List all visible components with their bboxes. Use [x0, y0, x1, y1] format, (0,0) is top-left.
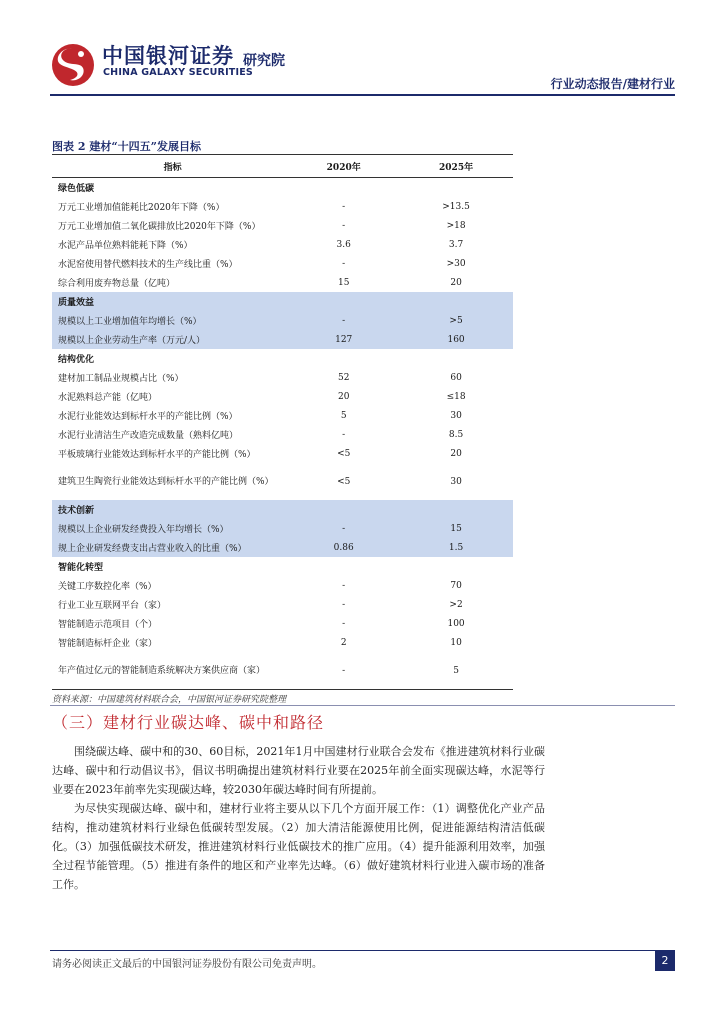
- value-2025-cell: [399, 500, 513, 519]
- value-2025-cell: [399, 557, 513, 576]
- indicator-cell: 水泥熟料总产能（亿吨）: [58, 393, 158, 403]
- section-divider: [50, 705, 675, 706]
- table-row: [52, 425, 513, 444]
- value-2025-cell: 1.5: [399, 538, 513, 557]
- indicator-cell: 建筑卫生陶瓷行业能效达到标杆水平的产能比例（%）: [58, 476, 274, 487]
- brand-name-cn: 中国银河证券: [102, 44, 234, 68]
- table-row: [52, 197, 513, 216]
- table-row: [52, 576, 513, 595]
- value-2020-cell: [288, 292, 399, 311]
- table-row: [52, 273, 513, 292]
- value-2020-cell: -: [342, 599, 346, 610]
- indicator-cell: 质量效益: [52, 292, 288, 311]
- table-category-row: [52, 292, 513, 311]
- indicator-cell: 平板玻璃行业能效达到标杆水平的产能比例（%）: [58, 450, 256, 460]
- indicator-cell: 水泥行业能效达到标杆水平的产能比例（%）: [58, 412, 238, 422]
- value-2020-cell: 2: [340, 637, 347, 648]
- table-row: [52, 235, 513, 254]
- value-2020-cell: <5: [337, 448, 351, 459]
- value-2020-cell: 0.86: [288, 538, 399, 557]
- section-title: （三）建材行业碳达峰、碳中和路径: [52, 713, 325, 732]
- value-2020-cell: -: [342, 258, 346, 269]
- indicator-cell: 万元工业增加值二氧化碳排放比2020年下降（%）: [58, 222, 261, 232]
- table-row: [52, 519, 513, 538]
- value-2025-cell: >5: [399, 311, 513, 330]
- indicator-cell: 智能制造示范项目（个）: [58, 620, 158, 630]
- value-2025-cell: 20: [450, 448, 462, 459]
- value-2025-cell: 10: [450, 637, 462, 648]
- indicator-cell: 水泥窑使用替代燃料技术的生产线比重（%）: [58, 260, 238, 270]
- value-2025-cell: 3.7: [448, 239, 464, 250]
- value-2025-cell: ≤18: [446, 391, 466, 402]
- value-2025-cell: >13.5: [442, 201, 470, 212]
- figure-title: 图表 2 建材“十四五”发展目标: [52, 140, 201, 153]
- indicator-cell: 技术创新: [52, 500, 288, 519]
- indicator-cell: 年产值过亿元的智能制造系统解决方案供应商（家）: [52, 652, 288, 690]
- column-header-2020: 2020年: [288, 155, 399, 178]
- galaxy-logo-icon: [50, 42, 96, 88]
- value-2020-cell: 5: [340, 410, 347, 421]
- report-type: 行业动态报告/建材行业: [550, 77, 675, 91]
- value-2020-cell: <5: [337, 476, 351, 487]
- value-2025-cell: 5: [399, 652, 513, 690]
- value-2025-cell: >2: [449, 599, 463, 610]
- footer-disclaimer: 请务必阅读正文最后的中国银河证券股份有限公司免责声明。: [52, 959, 322, 970]
- value-2020-cell: -: [288, 519, 399, 538]
- value-2020-cell: -: [342, 580, 346, 591]
- indicator-cell: 规上企业研发经费支出占营业收入的比重（%）: [52, 538, 288, 557]
- value-2020-cell: -: [288, 652, 399, 690]
- column-header-2025: 2025年: [399, 155, 513, 178]
- table-row: [52, 614, 513, 633]
- footer-divider: [50, 950, 675, 951]
- value-2020-cell: -: [342, 220, 346, 231]
- value-2025-cell: 60: [450, 372, 462, 383]
- indicator-cell: 智能制造标杆企业（家）: [58, 639, 158, 649]
- table-row: [52, 311, 513, 330]
- indicator-cell: 综合利用废弃物总量（亿吨）: [58, 279, 176, 289]
- value-2020-cell: 3.6: [336, 239, 351, 250]
- value-2025-cell: [399, 349, 513, 368]
- table-row: [52, 538, 513, 557]
- page-header: [50, 40, 675, 96]
- indicator-cell: 规模以上工业增加值年均增长（%）: [52, 311, 288, 330]
- figure-source: 资料来源：中国建筑材料联合会，中国银河证券研究院整理: [52, 695, 287, 705]
- table-row: [52, 254, 513, 273]
- table-row: [52, 406, 513, 425]
- table-category-row: [52, 500, 513, 519]
- table-row: [52, 387, 513, 406]
- value-2025-cell: [399, 292, 513, 311]
- value-2020-cell: 20: [337, 391, 350, 402]
- value-2020-cell: 15: [337, 277, 350, 288]
- value-2020-cell: -: [342, 201, 346, 212]
- value-2025-cell: 20: [450, 277, 462, 288]
- table-row: [52, 368, 513, 387]
- table-category-row: [52, 349, 513, 368]
- table-row: [52, 463, 513, 500]
- indicator-cell: 智能化转型: [58, 563, 104, 573]
- value-2020-cell: -: [342, 618, 346, 629]
- value-2020-cell: [288, 500, 399, 519]
- indicator-cell: 万元工业增加值能耗比2020年下降（%）: [58, 203, 225, 213]
- value-2025-cell: 8.5: [448, 429, 464, 440]
- value-2025-cell: 30: [450, 476, 462, 487]
- table-row: [52, 444, 513, 463]
- indicator-cell: 结构优化: [58, 355, 95, 365]
- indicator-cell: 规模以上企业研发经费投入年均增长（%）: [52, 519, 288, 538]
- indicator-cell: 规模以上企业劳动生产率（万元/人）: [52, 330, 288, 349]
- value-2025-cell: 70: [450, 580, 462, 591]
- indicator-cell: 水泥产品单位熟料能耗下降（%）: [58, 241, 193, 251]
- indicator-cell: 水泥行业清洁生产改造完成数量（熟料亿吨）: [58, 431, 239, 441]
- table-row: [52, 633, 513, 652]
- table-row: [52, 595, 513, 614]
- value-2025-cell: [399, 178, 513, 198]
- value-2020-cell: 127: [288, 330, 399, 349]
- table-category-row: [52, 557, 513, 576]
- indicator-cell: 行业工业互联网平台（家）: [58, 601, 167, 611]
- value-2020-cell: [288, 557, 399, 576]
- value-2020-cell: 52: [337, 372, 350, 383]
- value-2020-cell: [288, 349, 399, 368]
- page-number: 2: [655, 951, 675, 971]
- brand-institute: 研究院: [243, 53, 285, 69]
- column-header-indicator: 指标: [52, 155, 288, 178]
- brand-name-en: CHINA GALAXY SECURITIES: [103, 67, 253, 78]
- indicator-cell: 建材加工制品业规模占比（%）: [58, 374, 184, 384]
- table-header-row: [52, 155, 513, 178]
- table-category-row: [52, 178, 513, 198]
- value-2020-cell: -: [342, 429, 346, 440]
- value-2025-cell: 15: [399, 519, 513, 538]
- value-2025-cell: 100: [447, 618, 465, 629]
- table-row: [52, 216, 513, 235]
- value-2025-cell: 30: [450, 410, 462, 421]
- table-row: [52, 652, 513, 690]
- value-2025-cell: >18: [446, 220, 466, 231]
- header-divider: [50, 94, 675, 96]
- value-2025-cell: >30: [446, 258, 466, 269]
- value-2025-cell: 160: [399, 330, 513, 349]
- value-2020-cell: [288, 178, 399, 198]
- paragraph-2: 为尽快实现碳达峰、碳中和，建材行业将主要从以下几个方面开展工作：（1）调整优化产业产品结构，推动建筑材料行业绿色低碳转型发展。（2）加大清洁能源使用比例，促进能源结构清洁低碳化。（3）加强低碳技术研发，推进建筑材料行业低碳技术的推广应用。（4）提升能源利用效率，加强全过程节能管理。（5）推进有条件的地区和产业率先达峰。（6）做好建筑材料行业进入碳市场的准备工作。: [52, 802, 545, 891]
- indicator-cell: 绿色低碳: [58, 184, 95, 194]
- paragraph-1: 围绕碳达峰、碳中和的30、60目标，2021年1月中国建材行业联合会发布《推进建筑材料行业碳达峰、碳中和行动倡议书》，倡议书明确提出建筑材料行业要在2025年前全面实现碳达峰，水泥等行业要在2023年前率先实现碳达峰，较2030年碳达峰时间有所提前。: [52, 745, 545, 796]
- targets-table: [52, 154, 513, 690]
- table-row: [52, 330, 513, 349]
- value-2020-cell: -: [288, 311, 399, 330]
- indicator-cell: 关键工序数控化率（%）: [58, 582, 157, 592]
